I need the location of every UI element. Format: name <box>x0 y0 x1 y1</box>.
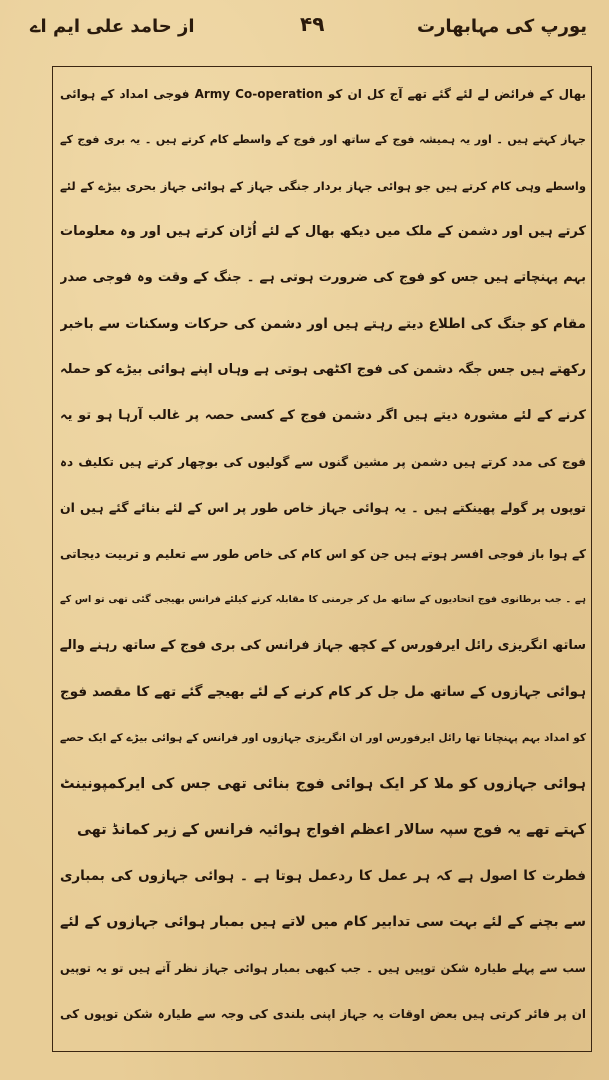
page-number: ۴۹ <box>300 12 325 36</box>
text-line: ہے ۔ جب برطانوی فوج اتحادیوں کے ساتھ مل کر جرمنی کا مقابلہ کرنے کیلئے فرانس بھیجی گئی تھی تو اس کے <box>60 594 586 605</box>
text-line: واسطے وہی کام کرتے ہیں جو ہوائی جہاز بردار جنگی جہاز کے ہوائی جہاز بحری بیڑے کے لئے <box>60 179 586 193</box>
running-title: یورپ کی مہابھارت <box>416 16 587 37</box>
text-line: فطرت کا اصول ہے کہ ہر عمل کا ردعمل ہوتا ہے ۔ ہوائی جہازوں کی بمباری <box>60 868 586 884</box>
text-line: سب سے پہلے طیارہ شکن توپیں ہیں ۔ جب کبھی بمبار ہوائی جہاز نظر آتے ہیں تو یہ توپیں <box>60 961 586 975</box>
text-line: ان پر فائر کرتی ہیں بعض اوقات یہ جہاز اپنی بلندی کی وجہ سے طیارہ شکن توپوں کی <box>60 1007 586 1021</box>
text-line: رکھتے ہیں جس جگہ دشمن کی فوج اکٹھی ہوتی ہے وہاں اپنے ہوائی بیڑے کو حملہ <box>60 362 586 377</box>
text-line: کے ہوا باز فوجی افسر ہوتے ہیں جن کو اس کام کی خاص طور سے تعلیم و تربیت دیجاتی <box>60 547 586 561</box>
text-line: کہتے تھے یہ فوج سپہ سالار اعظم افواج ہوائیہ فرانس کے زیر کمانڈ تھی <box>76 822 586 838</box>
page-header <box>30 8 587 48</box>
text-line: کرتے ہیں اور دشمن کے ملک میں دیکھ بھال کے لئے اُڑان کرتے ہیں اور وہ معلومات <box>60 224 586 239</box>
text-line: ہوائی جہازوں کے ساتھ مل جل کر کام کرنے کے لئے بھیجے گئے تھے کا مقصد فوج <box>60 684 586 700</box>
text-line: ہوائی جہازوں کو ملا کر ایک ہوائی فوج بنائی تھی جس کی ایرکمپونینٹ <box>60 776 586 792</box>
text-line: توپوں پر گولے پھینکتے ہیں ۔ یہ ہوائی جہاز خاص طور پر اس کے لئے بنائے گئے ہیں ان <box>60 500 586 515</box>
text-line: مقام کو جنگ کی اطلاع دیتے رہتے ہیں اور دشمن کی حرکات وسکنات سے باخبر <box>60 316 586 332</box>
text-line: کو امداد بہم پہنچانا تھا رائل ایرفورس اور ان انگریزی جہازوں اور فرانس کے ہوائی بیڑے کے ایک حصے <box>60 732 586 744</box>
text-line: بہم پہنچاتے ہیں جس کو فوج کی ضرورت ہوتی ہے ۔ جنگ کے وقت وہ فوجی صدر <box>60 270 586 285</box>
text-line: کرنے کے لئے مشورہ دیتے ہیں اگر دشمن فوج کے کسی حصہ پر غالب آرہا ہو تو یہ <box>60 408 586 423</box>
text-line: ساتھ انگریزی رائل ایرفورس کے کچھ جہاز فرانس کی بری فوج کے ساتھ رہنے والے <box>60 638 586 653</box>
text-line: سے بچنے کے لئے بہت سی تدابیر کام میں لاتے ہیں بمبار ہوائی جہازوں کے لئے <box>60 914 586 930</box>
author-credit: از حامد علی ایم اے <box>30 16 195 37</box>
body-text <box>60 74 586 1044</box>
text-line: جہاز کہتے ہیں ۔ اور یہ ہمیشہ فوج کے ساتھ اور فوج کے واسطے کام کرتے ہیں ۔ یہ بری فوج کے <box>60 133 586 146</box>
text-line: فوج کی مدد کرتے ہیں دشمن پر مشین گنوں سے گولیوں کی بوچھار کرتے ہیں تکلیف دہ <box>60 455 586 469</box>
text-line: بھال کے فرائض لے لئے گئے تھے آج کل ان کو Army Co-operation فوجی امداد کے ہوائی <box>60 87 586 101</box>
